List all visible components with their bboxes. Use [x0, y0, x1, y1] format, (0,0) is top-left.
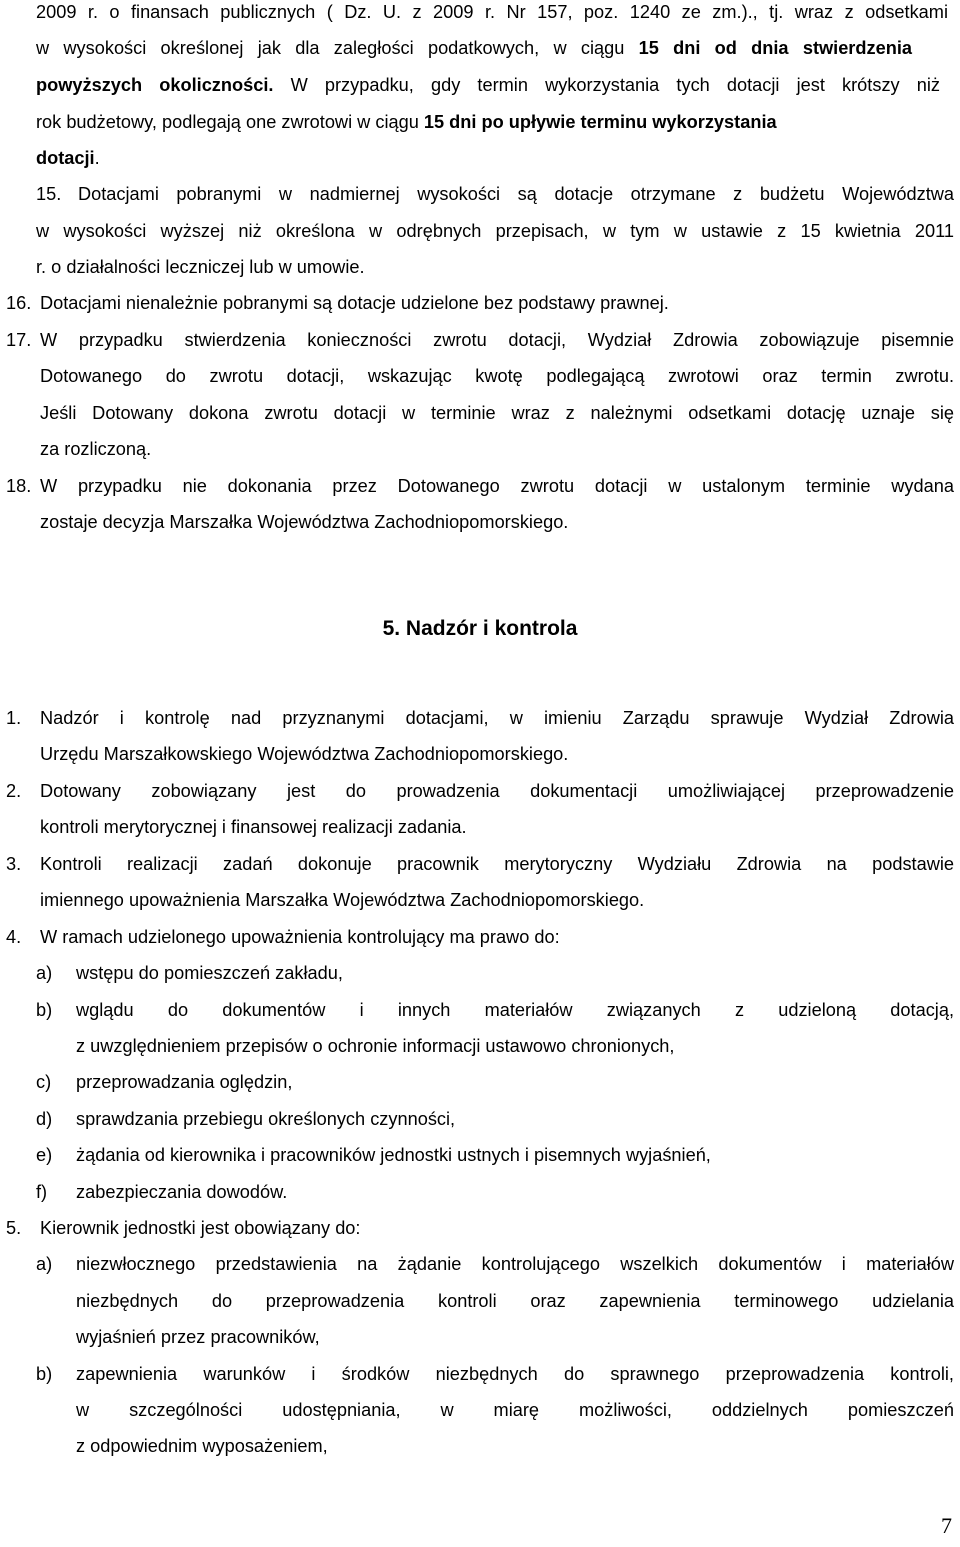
subpoint-text: sprawdzania przebiegu określonych czynności,: [76, 1109, 456, 1129]
subpoint-text: niezwłocznego przedstawienia na żądanie kontrolującego wszelkich dokumentów i materiałów: [76, 1254, 954, 1274]
point-number: 3.: [6, 854, 22, 874]
intro-line-1: 2009 r. o finansach publicznych ( Dz. U. z 2009 r. Nr 157, poz. 1240 ze zm.)., tj. wraz z odsetkami: [36, 2, 948, 22]
subpoint-text: z uwzględnieniem przepisów o ochronie informacji ustawowo chronionych,: [76, 1036, 675, 1056]
intro-text: rok budżetowy, podlegają one zwrotowi w ciągu: [36, 112, 424, 132]
subpoint-text: wyjaśnień przez pracowników,: [76, 1327, 320, 1347]
subpoint-marker: e): [36, 1145, 53, 1165]
intro-text: W przypadku, gdy termin wykorzystania tych dotacji jest krótszy niż: [273, 75, 941, 95]
point-line: Kierownik jednostki jest obowiązany do:: [40, 1218, 361, 1238]
item-number: 15.: [36, 184, 62, 204]
subpoint-marker: f): [36, 1182, 48, 1202]
subpoint-text: niezbędnych do przeprowadzenia kontroli oraz zapewnienia terminowego udzielania: [76, 1291, 954, 1311]
intro-bold-text: 15 dni od dnia stwierdzenia: [638, 38, 912, 58]
subpoint-text: przeprowadzania oględzin,: [76, 1072, 293, 1092]
item-line: za rozliczoną.: [40, 439, 152, 459]
point-number: 4.: [6, 927, 22, 947]
item-line: Dotacjami pobranymi w nadmiernej wysokości są dotacje otrzymane z budżetu Województwa: [78, 184, 954, 204]
item-line: r. o działalności leczniczej lub w umowie.: [36, 257, 365, 277]
intro-line-4: [36, 112, 777, 133]
item-line: Jeśli Dotowany dokona zwrotu dotacji w terminie wraz z należnymi odsetkami dotację uznaje się: [40, 403, 954, 423]
subpoint-text: z odpowiednim wyposażeniem,: [76, 1436, 328, 1456]
intro-line-3: [36, 75, 940, 96]
subpoint-marker: a): [36, 963, 53, 983]
item-line: zostaje decyzja Marszałka Województwa Zachodniopomorskiego.: [40, 512, 569, 532]
point-number: 5.: [6, 1218, 22, 1238]
subpoint-text: wglądu do dokumentów i innych materiałów związanych z udzieloną dotacją,: [76, 1000, 954, 1020]
item-line: Dotacjami nienależnie pobranymi są dotacje udzielone bez podstawy prawnej.: [40, 293, 669, 313]
intro-text: w wysokości określonej jak dla zaległości podatkowych, w ciągu: [36, 38, 639, 58]
intro-bold-text: 15 dni po upływie terminu wykorzystania: [423, 112, 777, 132]
intro-bold-text: dotacji: [36, 148, 95, 168]
point-number: 2.: [6, 781, 22, 801]
item-line: Dotowanego do zwrotu dotacji, wskazując kwotę podlegającą zwrotowi oraz termin zwrotu.: [40, 366, 954, 386]
intro-line-2: [36, 38, 912, 59]
point-number: 1.: [6, 708, 22, 728]
subpoint-text: zapewnienia warunków i środków niezbędnych do sprawnego przeprowadzenia kontroli,: [76, 1364, 954, 1384]
intro-line-5: [36, 148, 100, 169]
subpoint-marker: c): [36, 1072, 52, 1092]
subpoint-marker: a): [36, 1254, 53, 1274]
subpoint-marker: d): [36, 1109, 53, 1129]
item-line: w wysokości wyższej niż określona w odrębnych przepisach, w tym w ustawie z 15 kwietnia 2011: [36, 221, 954, 241]
point-line: Kontroli realizacji zadań dokonuje pracownik merytoryczny Wydziału Zdrowia na podstawie: [40, 854, 954, 874]
item-number: 18.: [6, 476, 32, 496]
intro-bold-text: powyższych okoliczności.: [36, 75, 274, 95]
item-line: W przypadku nie dokonania przez Dotowanego zwrotu dotacji w ustalonym terminie wydana: [40, 476, 954, 496]
page-number: 7: [941, 1513, 952, 1538]
point-line: Nadzór i kontrolę nad przyznanymi dotacjami, w imieniu Zarządu sprawuje Wydział Zdrowia: [40, 708, 954, 728]
subpoint-marker: b): [36, 1364, 53, 1384]
subpoint-text: żądania od kierownika i pracowników jednostki ustnych i pisemnych wyjaśnień,: [76, 1145, 711, 1165]
subpoint-marker: b): [36, 1000, 53, 1020]
subpoint-text: wstępu do pomieszczeń zakładu,: [76, 963, 343, 983]
point-line: Dotowany zobowiązany jest do prowadzenia dokumentacji umożliwiającej przeprowadzenie: [40, 781, 954, 801]
item-number: 17.: [6, 330, 32, 350]
intro-text: .: [94, 148, 100, 168]
point-line: imiennego upoważnienia Marszałka Województwa Zachodniopomorskiego.: [40, 890, 645, 910]
subpoint-text: zabezpieczania dowodów.: [76, 1182, 288, 1202]
point-line: W ramach udzielonego upoważnienia kontrolujący ma prawo do:: [40, 927, 560, 947]
point-line: Urzędu Marszałkowskiego Województwa Zachodniopomorskiego.: [40, 744, 569, 764]
section-heading: 5. Nadzór i kontrola: [382, 617, 578, 640]
item-number: 16.: [6, 293, 32, 313]
subpoint-text: w szczególności udostępniania, w miarę możliwości, oddzielnych pomieszczeń: [76, 1400, 954, 1420]
item-line: W przypadku stwierdzenia konieczności zwrotu dotacji, Wydział Zdrowia zobowiązuje pisemnie: [40, 330, 954, 350]
point-line: kontroli merytorycznej i finansowej realizacji zadania.: [40, 817, 467, 837]
